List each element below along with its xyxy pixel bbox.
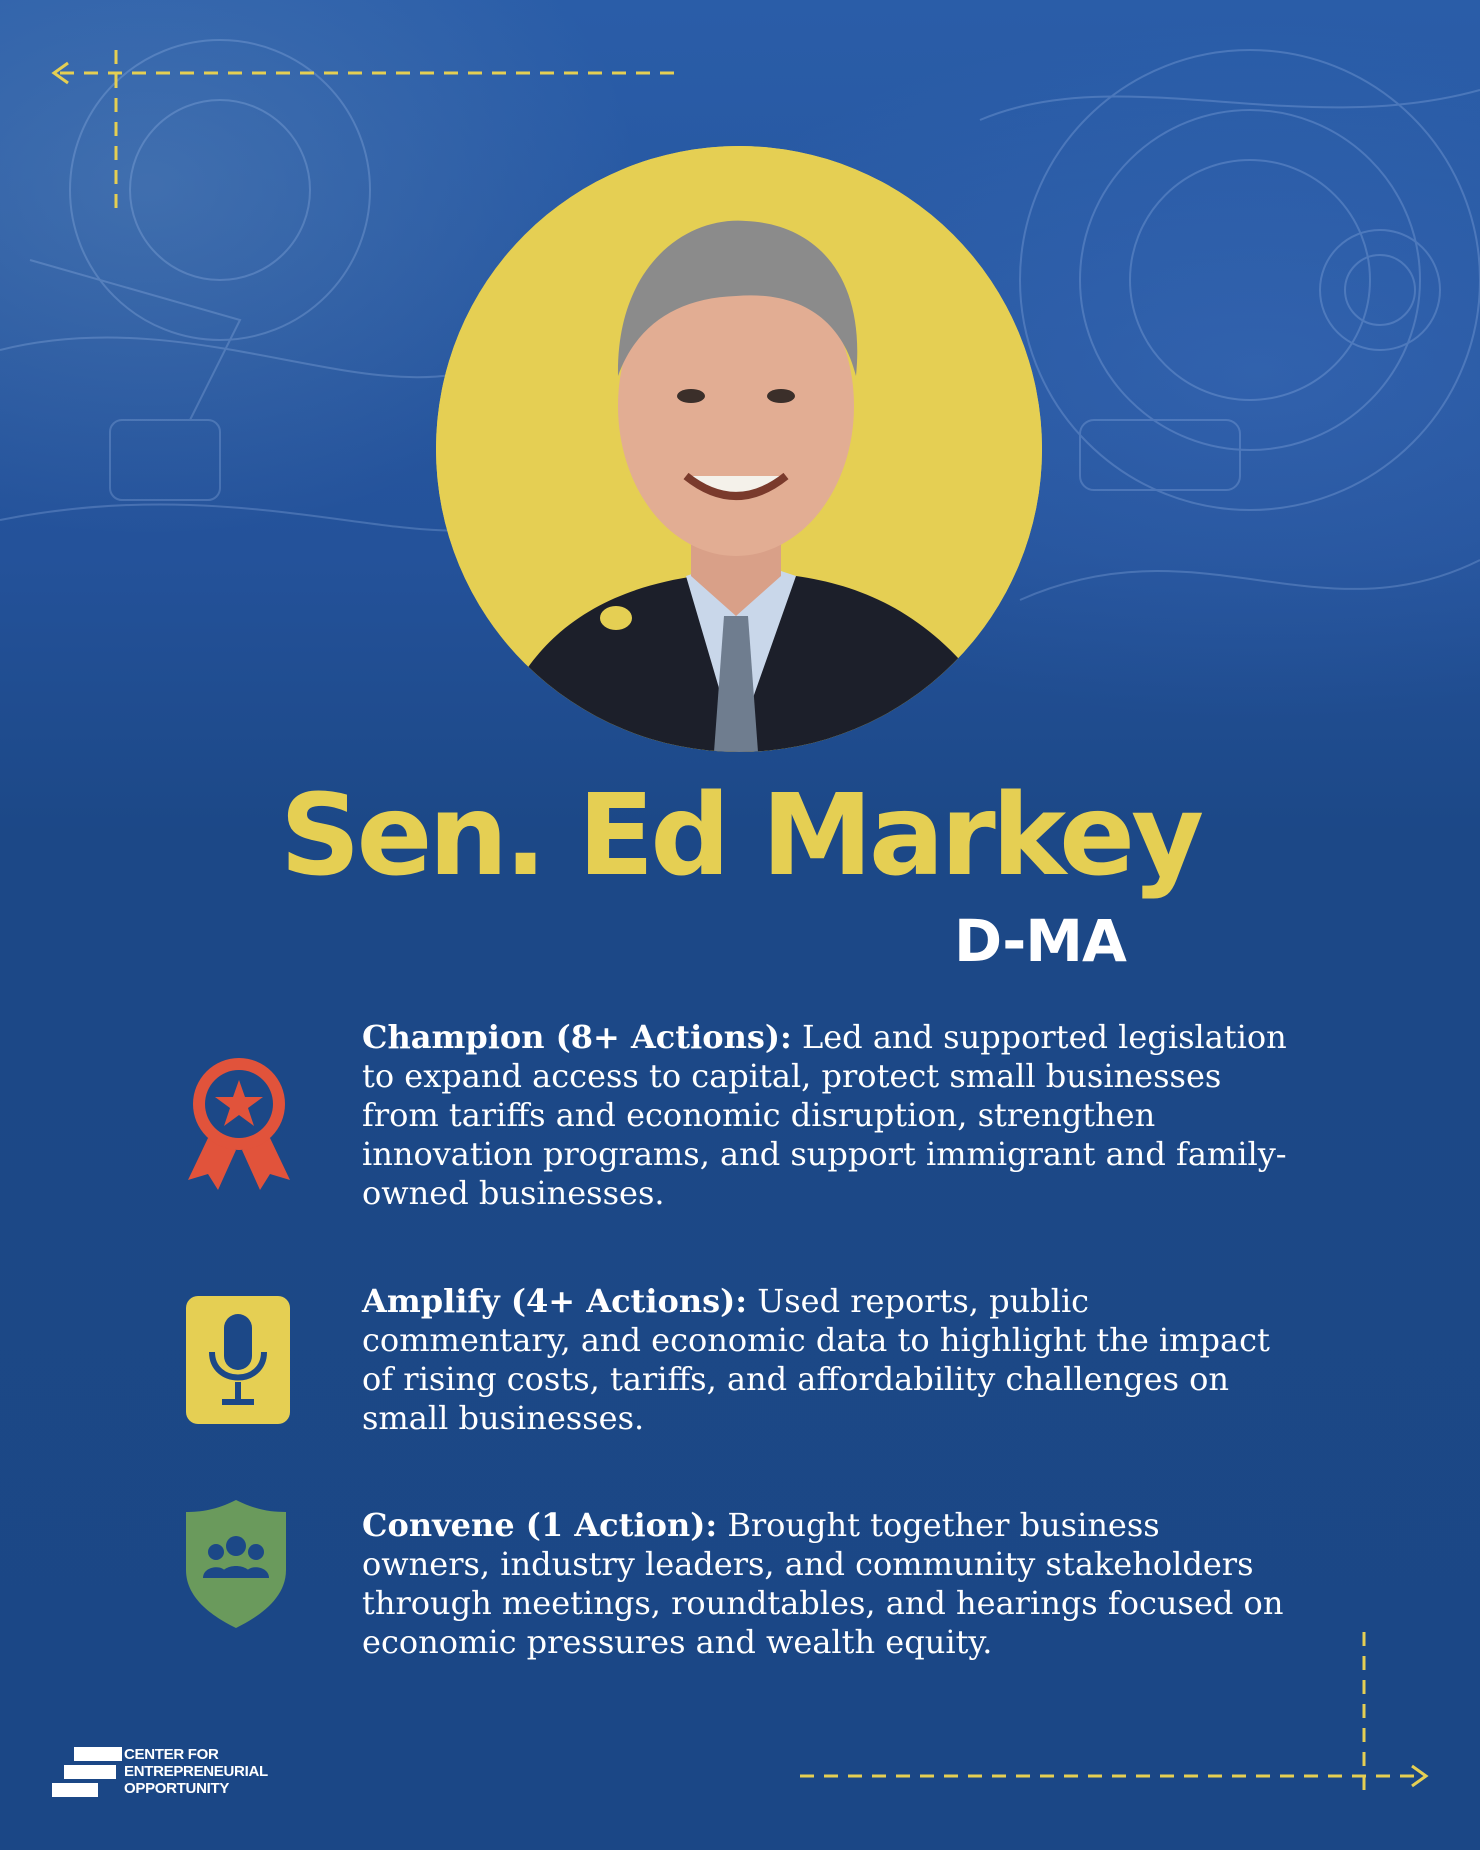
logo-line-2: ENTREPRENEURIAL [124,1763,268,1780]
convene-heading: Convene (1 Action): [362,1506,718,1544]
convene-body: Brought together business owners, industry leaders, and community stakeholders through meetings, roundtables, and hearings focused on economic pressures and wealth equity. [362,1506,1284,1661]
champion-description [362,1018,1292,1213]
champion-body: Led and supported legislation to expand access to capital, protect small businesses from tariffs and economic disruption, strengthen innovation programs, and support immigrant and family-owned businesses. [362,1018,1287,1212]
convene-description [362,1506,1292,1662]
award-ribbon-icon [186,1050,292,1190]
shield-group-icon [186,1500,286,1628]
party-state: D-MA [954,907,1126,975]
logo-line-3: OPPORTUNITY [124,1780,230,1797]
organization-logo-text [124,1746,268,1797]
amplify-description [362,1282,1292,1438]
senator-name: Sen. Ed Markey [279,771,1201,901]
senator-portrait [436,146,1042,752]
amplify-body: Used reports, public commentary, and economic data to highlight the impact of rising costs, tariffs, and affordability challenges on small businesses. [362,1282,1270,1437]
amplify-heading: Amplify (4+ Actions): [362,1282,748,1320]
microphone-icon [186,1296,290,1424]
logo-line-1: CENTER FOR [124,1746,219,1763]
champion-heading: Champion (8+ Actions): [362,1018,792,1056]
